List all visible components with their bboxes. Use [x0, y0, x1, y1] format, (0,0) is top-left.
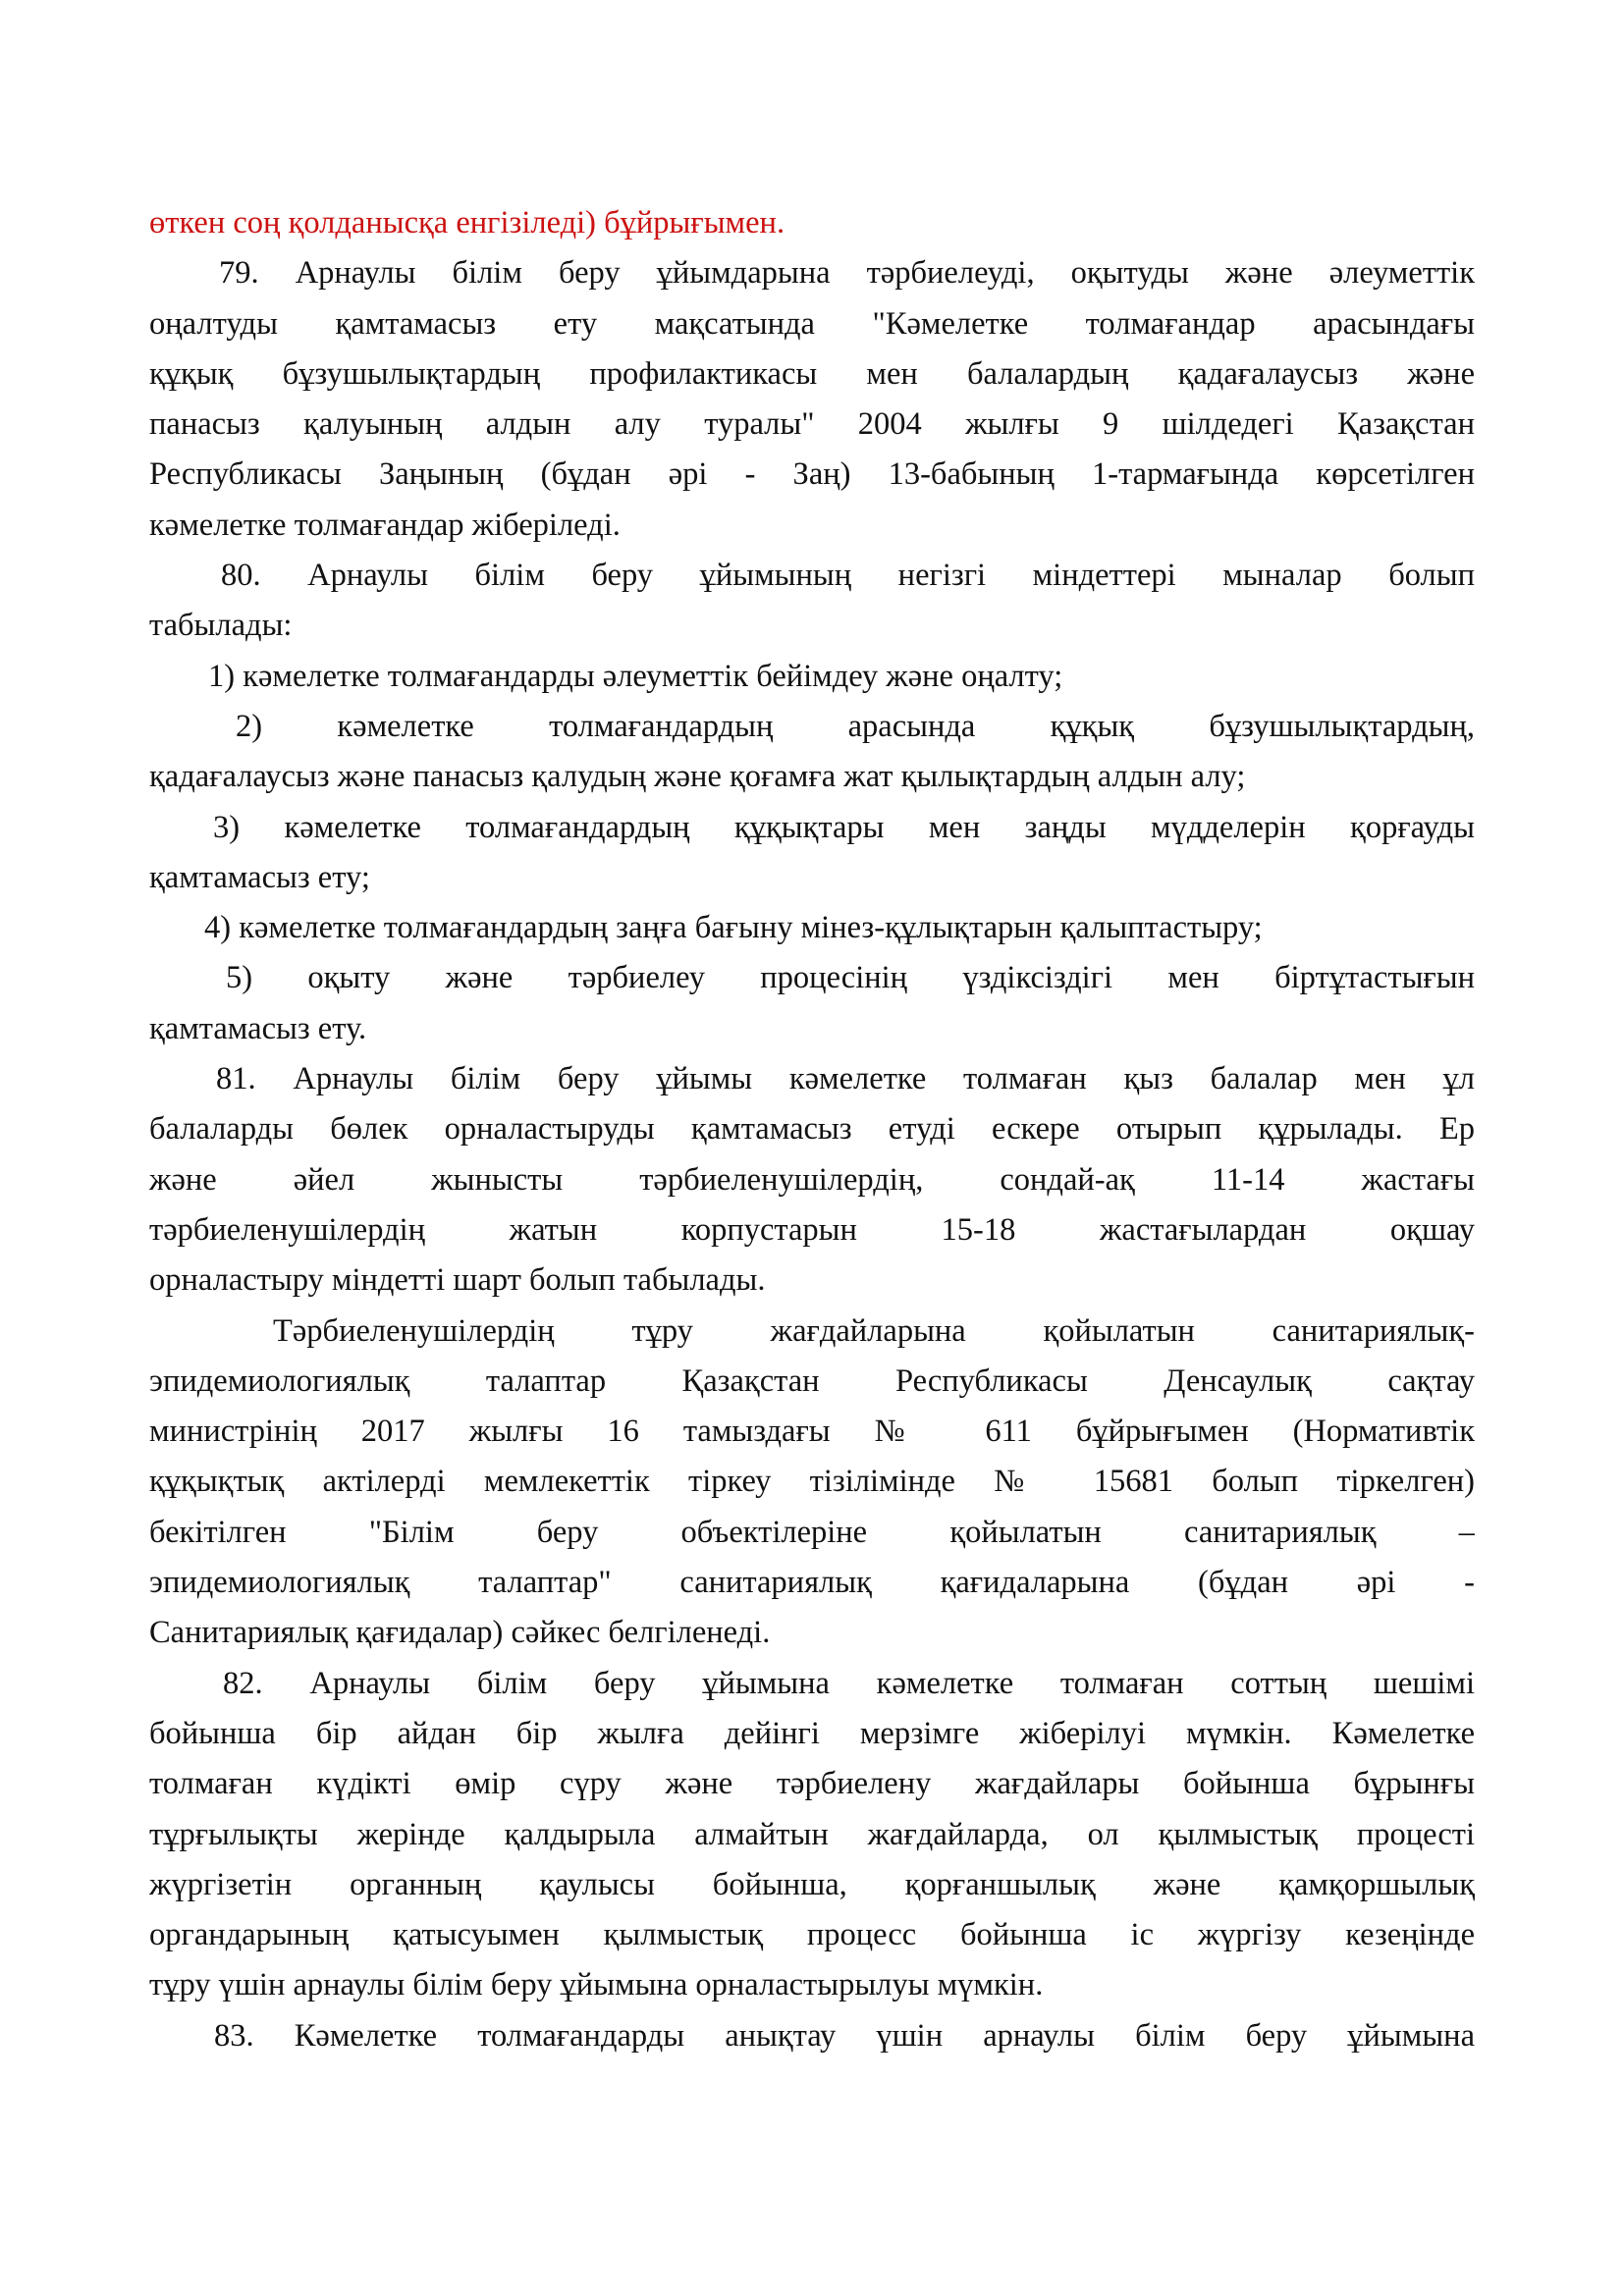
sanitary-paragraph-line: эпидемиологиялық талаптар Қазақстан Республикасы Денсаулық сақтау	[149, 1362, 1475, 1399]
sanitary-paragraph-line: Санитариялық қағидалар) сәйкес белгіленеді.	[149, 1615, 771, 1651]
paragraph-79-line: оңалтуды қамтамасыз ету мақсатында "Кәмелетке толмағандар арасындағы	[149, 305, 1475, 342]
sanitary-paragraph-line: Тәрбиеленушілердің тұру жағдайларына қойылатын санитариялық-	[273, 1312, 1475, 1349]
list-item-2: 2) кәмелетке толмағандардың арасында құқық бұзушылықтардың,	[236, 708, 1475, 744]
list-item-5: қамтамасыз ету.	[149, 1010, 367, 1046]
paragraph-83-line: 83. Кәмелетке толмағандарды анықтау үшін арнаулы білім беру ұйымына	[214, 2017, 1475, 2054]
sanitary-paragraph-line: министрінің 2017 жылғы 16 тамыздағы № 611 бұйрығымен (Нормативтік	[149, 1414, 1475, 1450]
paragraph-82-line: 82. Арнаулы білім беру ұйымына кәмелетке толмаған соттың шешімі	[223, 1665, 1475, 1701]
sanitary-paragraph-line: бекітілген "Білім беру объектілеріне қойылатын санитариялық –	[149, 1514, 1475, 1550]
paragraph-81-line: тәрбиеленушілердің жатын корпустарын 15-18 жастағылардан оқшау	[149, 1211, 1475, 1248]
list-item-1: 1) кәмелетке толмағандарды әлеуметтік бейімдеу және оңалту;	[208, 658, 1063, 694]
paragraph-79-line: Республикасы Заңының (бұдан әрі - Заң) 13-бабының 1-тармағында көрсетілген	[149, 456, 1475, 493]
paragraph-79-line: панасыз қалуының алдын алу туралы" 2004 жылғы 9 шілдедегі Қазақстан	[149, 406, 1475, 443]
document-body	[149, 198, 1475, 2061]
paragraph-81-line: балаларды бөлек орналастыруды қамтамасыз етуді ескере отырып құрылады. Ер	[149, 1111, 1475, 1148]
list-item-5: 5) оқыту және тәрбиелеу процесінің үздіксіздігі мен біртұтастығын	[226, 960, 1475, 996]
paragraph-82-line: тұрғылықты жерінде қалдырыла алмайтын жағдайларда, ол қылмыстық процесті	[149, 1816, 1475, 1852]
paragraph-82-line: бойынша бір айдан бір жылға дейінгі мерзімге жіберілуі мүмкін. Кәмелетке	[149, 1715, 1475, 1751]
paragraph-80-line: 80. Арнаулы білім беру ұйымының негізгі міндеттері мыналар болып	[221, 558, 1475, 594]
paragraph-80-line: табылады:	[149, 608, 293, 644]
sanitary-paragraph-line: эпидемиологиялық талаптар" санитариялық қағидаларына (бұдан әрі -	[149, 1565, 1475, 1601]
paragraph-79-line: 79. Арнаулы білім беру ұйымдарына тәрбиелеуді, оқытуды және әлеуметтік	[219, 255, 1475, 292]
paragraph-79-line: кәмелетке толмағандар жіберіледі.	[149, 507, 621, 543]
sanitary-paragraph-line: құқықтық актілерді мемлекеттік тіркеу тізілімінде № 15681 болып тіркелген)	[149, 1464, 1475, 1500]
paragraph-82-line: тұру үшін арнаулы білім беру ұйымына орналастырылуы мүмкін.	[149, 1967, 1044, 2003]
red-amendment-note: өткен соң қолданысқа енгізіледі) бұйрығымен.	[149, 205, 785, 240]
paragraph-82-line: толмаған күдікті өмір сүру және тәрбиелену жағдайлары бойынша бұрынғы	[149, 1766, 1475, 1802]
list-item-3: 3) кәмелетке толмағандардың құқықтары мен заңды мүдделерін қорғауды	[213, 809, 1475, 845]
list-item-2: қадағалаусыз және панасыз қалудың және қоғамға жат қылықтардың алдын алу;	[149, 759, 1246, 795]
paragraph-81-line: және әйел жынысты тәрбиеленушілердің, сондай-ақ 11-14 жастағы	[149, 1161, 1475, 1198]
paragraph-82-line: жүргізетін органның қаулысы бойынша, қорғаншылық және қамқоршылық	[149, 1866, 1475, 1902]
paragraph-82-line: органдарының қатысуымен қылмыстық процесс бойынша іс жүргізу кезеңінде	[149, 1917, 1475, 1953]
list-item-4: 4) кәмелетке толмағандардың заңға бағыну мінез-құлықтарын қалыптастыру;	[204, 910, 1263, 946]
paragraph-81-line: орналастыру міндетті шарт болып табылады.	[149, 1262, 766, 1299]
paragraph-81-line: 81. Арнаулы білім беру ұйымы кәмелетке толмаған қыз балалар мен ұл	[216, 1061, 1475, 1097]
paragraph-79-line: құқық бұзушылықтардың профилактикасы мен балалардың қадағалаусыз және	[149, 355, 1475, 392]
list-item-3: қамтамасыз ету;	[149, 859, 370, 895]
